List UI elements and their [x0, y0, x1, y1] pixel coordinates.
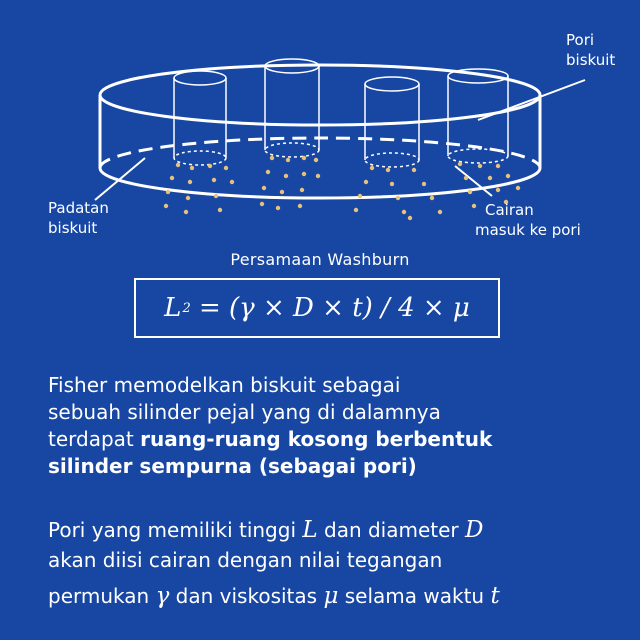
p1-line4-bold: silinder sempurna (sebagai pori): [48, 454, 417, 478]
droplet: [496, 188, 500, 192]
droplet: [438, 210, 442, 214]
pores: [174, 59, 508, 167]
symbol-gamma: γ: [155, 583, 170, 609]
droplet: [170, 176, 174, 180]
droplet: [280, 190, 284, 194]
p2-line3-c: selama waktu: [338, 584, 491, 608]
droplet: [166, 190, 170, 194]
p1-line2: sebuah silinder pejal yang di dalamnya: [48, 400, 441, 424]
label-padatan-line1: Padatan: [48, 199, 109, 217]
droplet: [364, 180, 368, 184]
droplet: [266, 170, 270, 174]
symbol-mu: μ: [323, 583, 339, 609]
droplet: [402, 210, 406, 214]
label-padatan-biskuit: [48, 198, 109, 238]
p2-line3: [48, 581, 608, 611]
biscuit-bottom-front: [100, 168, 540, 198]
p1-line1: Fisher memodelkan biskuit sebagai: [48, 373, 401, 397]
droplet: [386, 168, 390, 172]
symbol-D: D: [465, 517, 484, 543]
droplet: [488, 176, 492, 180]
droplet: [300, 188, 304, 192]
droplet: [358, 194, 362, 198]
droplet: [496, 164, 500, 168]
droplet: [218, 208, 222, 212]
droplet: [506, 174, 510, 178]
droplet: [464, 176, 468, 180]
label-pori-biskuit: [566, 30, 615, 70]
p2-line3-a: permukan: [48, 584, 156, 608]
pore-2: [265, 59, 319, 157]
p2-line3-b: dan viskositas: [169, 584, 324, 608]
biscuit-bottom-back: [100, 138, 540, 168]
droplet: [262, 186, 266, 190]
droplet: [302, 172, 306, 176]
droplet: [230, 180, 234, 184]
liquid-droplets: [164, 156, 520, 220]
droplet: [188, 180, 192, 184]
p1-line4: [48, 453, 608, 480]
droplet: [176, 163, 180, 167]
droplet: [208, 164, 212, 168]
p1-line3: [48, 426, 608, 453]
label-pori-line2: biskuit: [566, 51, 616, 69]
droplet: [396, 196, 400, 200]
equation-lhs-power: 2: [182, 300, 191, 316]
label-cairan-masuk: [475, 200, 581, 240]
equation-rhs: = (γ × D × t) / 4 × μ: [198, 293, 470, 323]
droplet: [186, 196, 190, 200]
equation-title: Persamaan Washburn: [230, 250, 410, 269]
label-padatan-line2: biskuit: [48, 219, 98, 237]
droplet: [184, 210, 188, 214]
droplet: [314, 158, 318, 162]
p2-line1: [48, 515, 608, 545]
symbol-t: t: [490, 583, 500, 609]
p2-line2: akan diisi cairan dengan nilai tegangan: [48, 548, 443, 572]
droplet: [276, 206, 280, 210]
p2-line1-b: dan diameter: [317, 518, 466, 542]
p1-line3-bold: ruang-ruang kosong berbentuk: [140, 427, 493, 451]
symbol-L: L: [302, 517, 318, 543]
p1-line3-plain: terdapat: [48, 427, 141, 451]
droplet: [214, 194, 218, 198]
label-cairan-line2: masuk ke pori: [475, 221, 581, 239]
droplet: [390, 182, 394, 186]
equation-lhs: L: [164, 293, 182, 323]
paragraph-pore-filling: [48, 515, 608, 611]
droplet: [302, 156, 306, 160]
droplet: [212, 178, 216, 182]
droplet: [284, 174, 288, 178]
droplet: [260, 202, 264, 206]
droplet: [354, 208, 358, 212]
droplet: [316, 174, 320, 178]
paragraph-fisher-model: [48, 372, 608, 480]
droplet: [408, 216, 412, 220]
p2-line1-a: Pori yang memiliki tinggi: [48, 518, 303, 542]
droplet: [516, 186, 520, 190]
washburn-equation-box: [134, 278, 500, 338]
droplet: [458, 162, 462, 166]
droplet: [412, 168, 416, 172]
label-pori-line1: Pori: [566, 31, 595, 49]
label-cairan-line1: Cairan: [485, 201, 534, 219]
droplet: [270, 156, 274, 160]
droplet: [478, 164, 482, 168]
droplet: [430, 196, 434, 200]
biscuit-top-rim: [100, 65, 540, 125]
droplet: [190, 166, 194, 170]
droplet: [370, 166, 374, 170]
droplet: [422, 182, 426, 186]
droplet: [286, 158, 290, 162]
droplet: [298, 204, 302, 208]
droplet: [224, 166, 228, 170]
droplet: [164, 204, 168, 208]
droplet: [468, 190, 472, 194]
